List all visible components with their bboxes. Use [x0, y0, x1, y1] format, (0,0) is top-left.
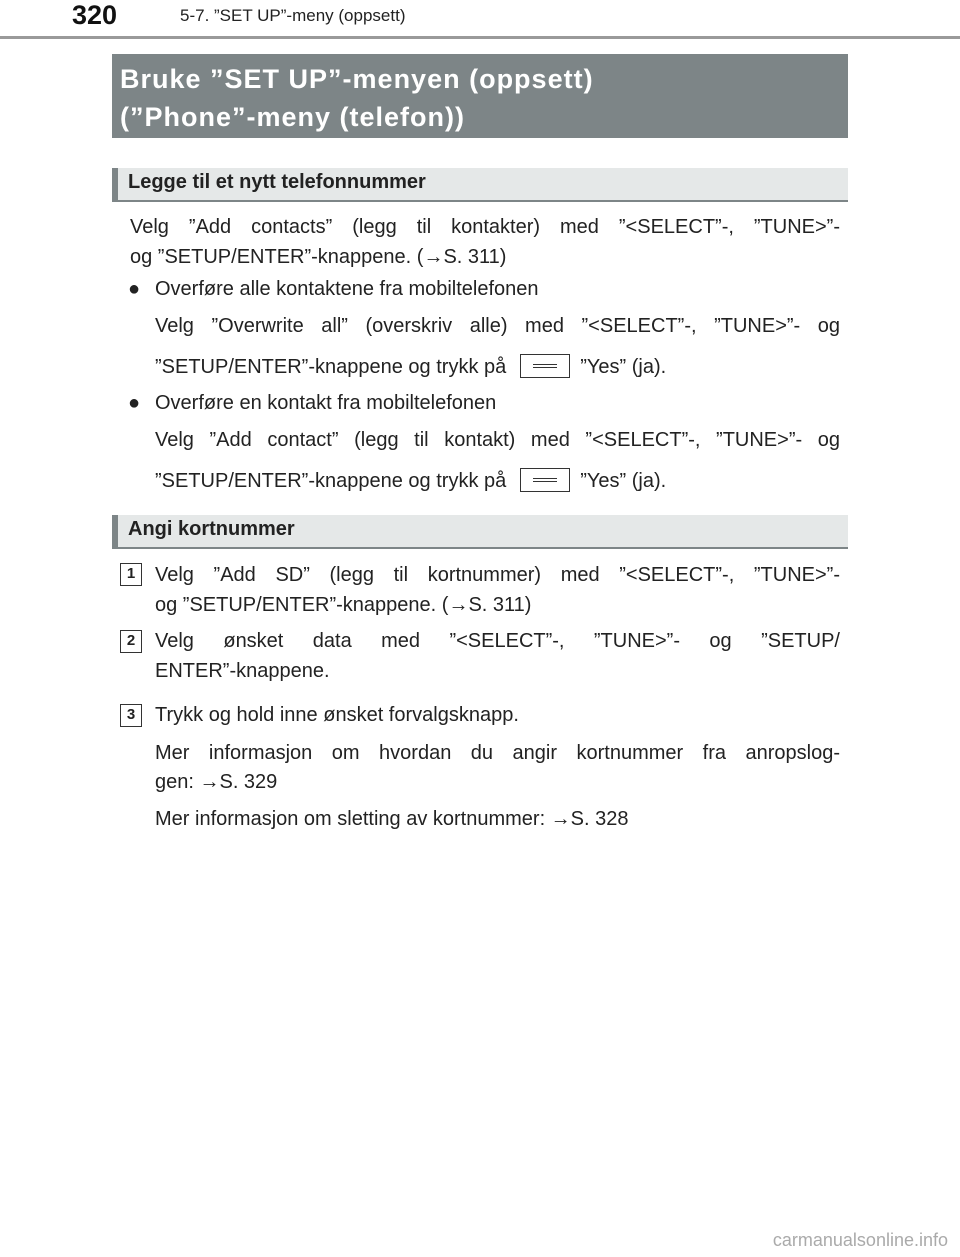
bullet-text-prefix: ”SETUP/ENTER”-knappene og trykk på	[155, 356, 507, 378]
note-line-2: gen: →S. 329	[155, 771, 278, 793]
page-title-line-2: (”Phone”-meny (telefon))	[120, 102, 465, 132]
step-text-line-1: Velg ”Add SD” (legg til kortnummer) med ”<SELECT”-, ”TUNE>”-	[155, 564, 840, 586]
preset-button-icon	[520, 354, 570, 378]
step-number: 3	[120, 704, 142, 727]
page-title	[112, 54, 848, 138]
bullet-text-suffix: ”Yes” (ja).	[580, 356, 667, 378]
step-text-line-2: ENTER”-knappene.	[155, 660, 330, 682]
bullet-marker: ●	[128, 278, 141, 300]
chapter-title: 5-7. ”SET UP”-meny (oppsett)	[180, 6, 406, 25]
step-number: 2	[120, 630, 142, 653]
section-heading-add-number: Legge til et nytt telefonnummer	[112, 168, 848, 202]
section1-intro-line-2: og ”SETUP/ENTER”-knappene. (→S. 311)	[130, 246, 507, 268]
bullet-text-line-2	[155, 466, 666, 496]
bullet-text-prefix: ”SETUP/ENTER”-knappene og trykk på	[155, 470, 507, 492]
section-heading-speed-dial: Angi kortnummer	[112, 515, 848, 549]
header-divider	[0, 36, 960, 39]
bullet-title: Overføre alle kontaktene fra mobiltelefonen	[155, 278, 539, 300]
bullet-text-suffix: ”Yes” (ja).	[580, 470, 667, 492]
step-text-line-1: Trykk og hold inne ønsket forvalgsknapp.	[155, 704, 519, 726]
note-delete-speed-dial: Mer informasjon om sletting av kortnummer: →S. 328	[155, 808, 629, 830]
bullet-text-line-1: Velg ”Add contact” (legg til kontakt) med ”<SELECT”-, ”TUNE>”- og	[155, 429, 840, 451]
watermark: carmanualsonline.info	[772, 1230, 948, 1250]
section1-intro-line-1: Velg ”Add contacts” (legg til kontakter) med ”<SELECT”-, ”TUNE>”-	[130, 216, 840, 238]
bullet-title: Overføre en kontakt fra mobiltelefonen	[155, 392, 497, 414]
page-title-line-1: Bruke ”SET UP”-menyen (oppsett)	[120, 64, 594, 94]
page-number: 320	[72, 0, 118, 30]
bullet-marker: ●	[128, 392, 141, 414]
bullet-text-line-1: Velg ”Overwrite all” (overskriv alle) med ”<SELECT”-, ”TUNE>”- og	[155, 315, 840, 337]
page-header	[0, 0, 960, 40]
note-line-1: Mer informasjon om hvordan du angir kortnummer fra anropslog-	[155, 742, 840, 764]
step-number: 1	[120, 563, 142, 586]
preset-button-icon	[520, 468, 570, 492]
bullet-text-line-2	[155, 352, 666, 382]
step-text-line-1: Velg ønsket data med ”<SELECT”-, ”TUNE>”- og ”SETUP/	[155, 630, 840, 652]
step-text-line-2: og ”SETUP/ENTER”-knappene. (→S. 311)	[155, 594, 532, 616]
